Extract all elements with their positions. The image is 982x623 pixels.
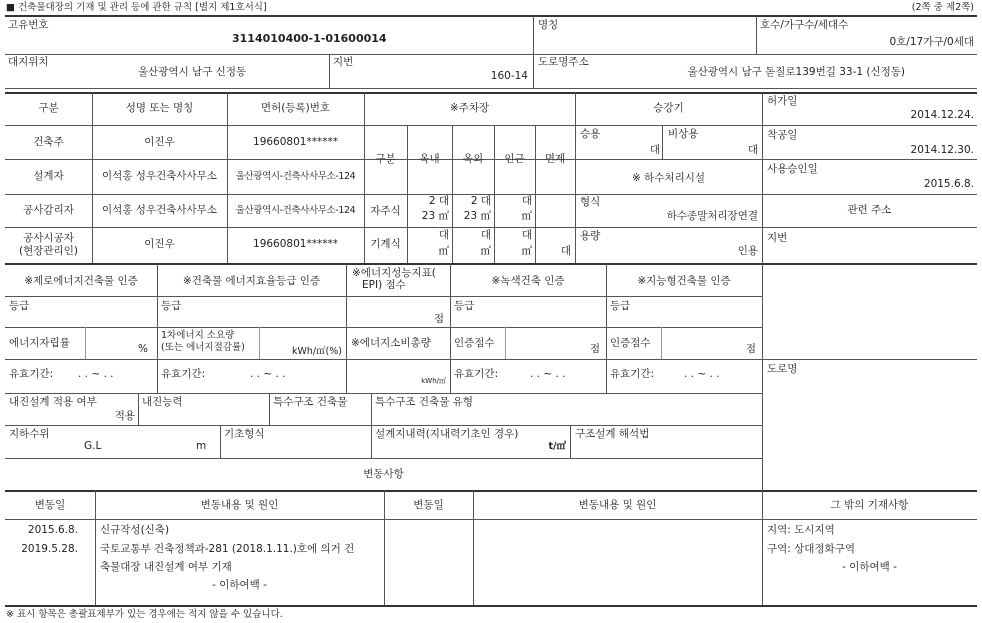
green-grade-label: 등급: [454, 300, 475, 312]
primary-energy-line2: (또는 에너지절감률): [161, 342, 245, 353]
permit-date-value: 2014.12.24.: [910, 109, 974, 121]
contractor-name: 이진우: [144, 238, 175, 250]
mech-nearby-area: ㎡: [521, 245, 532, 257]
efficiency-grade-label: 등급: [161, 300, 182, 312]
changes-title: 변동사항: [363, 468, 404, 480]
site-label: 대지위치: [8, 56, 49, 68]
self-nearby-count: 대: [521, 195, 532, 207]
energy-efficiency-cert: ※건축물 에너지효율등급 인증: [182, 275, 321, 287]
primary-energy-line1: 1차에너지 소요량: [161, 330, 235, 341]
self-indoor-area: 23 ㎡: [421, 210, 449, 222]
green-cert-score-unit: 점: [589, 343, 600, 355]
changes-col-content: 변동내용 및 원인: [200, 499, 279, 511]
approval-date-value: 2015.6.8.: [923, 178, 974, 190]
special-structure-label: 특수구조 건축물: [273, 396, 348, 408]
epi-score-line1: ※에너지성능지표(: [352, 267, 436, 279]
other-info-line1: 지역: 도시지역: [767, 524, 835, 536]
green-cert-score-label: 인증점수: [454, 337, 495, 349]
page-indicator: (2쪽 중 제2쪽): [911, 2, 974, 13]
groundwater-unit: m: [196, 440, 207, 452]
owner-name: 이진우: [144, 136, 175, 148]
groundwater-label: 지하수위: [9, 428, 50, 440]
mech-indoor-count: 대: [438, 229, 449, 241]
sewage-capacity-unit: 인용: [737, 245, 758, 257]
parking-col-exempt: 면제: [544, 153, 566, 165]
supervisor-license: 울산광역시-건축사사무소-124: [235, 205, 356, 216]
mech-nearby-count: 대: [521, 229, 532, 241]
smart-validity-value: . . ~ . .: [684, 368, 720, 380]
sewage-type-label: 형식: [580, 196, 601, 208]
smart-cert-score-unit: 점: [745, 343, 756, 355]
name-label: 명칭: [538, 19, 559, 31]
contractor-role-line1: 공사시공자: [23, 232, 74, 244]
contractor-role-line2: (현장관리인): [19, 245, 78, 257]
site-value: 울산광역시 남구 신정동: [138, 66, 247, 78]
parking-col-outdoor: 옥외: [462, 153, 484, 165]
persons-col-license: 면허(등록)번호: [260, 102, 331, 114]
epi-points-unit: 점: [433, 313, 444, 325]
parking-col-indoor: 옥내: [419, 153, 440, 165]
self-nearby-area: ㎡: [521, 210, 532, 222]
changes-col-date2: 변동일: [413, 499, 444, 511]
other-info-line2: 구역: 상대정화구역: [767, 543, 856, 555]
self-outdoor-area: 23 ㎡: [463, 210, 491, 222]
bearing-capacity-label: 설계지내력(지내력기초인 경우): [375, 428, 519, 440]
zero-energy-validity-value: . . ~ . .: [78, 368, 114, 380]
supervisor-role: 공사감리자: [23, 204, 74, 216]
exempt-unit: 대: [560, 245, 571, 257]
road-address-value: 울산광역시 남구 돋질로139번길 33-1 (신정동): [687, 66, 905, 78]
structural-analysis-label: 구조설계 해석법: [575, 428, 650, 440]
unique-no-value: 3114010400-1-01600014: [232, 32, 387, 45]
green-validity-value: . . ~ . .: [530, 368, 566, 380]
primary-energy-unit: kWh/㎡(%): [291, 346, 342, 357]
zero-energy-cert: ※제로에너지건축물 인증: [24, 275, 138, 287]
designer-license: 울산광역시-건축사사무소-124: [235, 171, 356, 182]
change-content-2-line2: 축물대장 내진설계 여부 기재: [100, 561, 232, 573]
units-label: 호수/가구수/세대수: [760, 19, 849, 31]
parking-row-self: 자주식: [370, 205, 401, 217]
parking-row-mech: 기계식: [370, 238, 401, 250]
elevator-emergency-label: 비상용: [668, 128, 699, 140]
changes-col-other: 그 밖의 기재사항: [830, 499, 909, 511]
smart-building-cert: ※지능형건축물 인증: [637, 275, 731, 287]
self-indoor-count: 2 대: [428, 195, 449, 207]
elevator-passenger-label: 승용: [580, 128, 601, 140]
persons-col-name: 성명 또는 명칭: [125, 102, 194, 114]
efficiency-validity-value: . . ~ . .: [250, 368, 286, 380]
mech-outdoor-count: 대: [480, 229, 491, 241]
designer-name: 이석홍 성우건축사사무소: [102, 170, 217, 182]
persons-col-role: 구분: [38, 102, 59, 114]
lot-label: 지번: [333, 56, 354, 68]
green-building-cert: ※녹색건축 인증: [491, 275, 565, 287]
footer-note: ※ 표시 항목은 총괄표제부가 있는 경우에는 적지 않을 수 있습니다.: [6, 609, 283, 620]
green-validity-label: 유효기간:: [454, 368, 499, 380]
mech-outdoor-area: ㎡: [480, 245, 491, 257]
owner-license: 19660801******: [253, 136, 338, 148]
smart-grade-label: 등급: [610, 300, 631, 312]
designer-role: 설계자: [33, 170, 64, 182]
permit-date-label: 허가일: [767, 95, 798, 107]
self-sufficiency-unit: %: [138, 343, 148, 355]
related-road-label: 도로명: [767, 363, 798, 375]
related-address-label: 관련 주소: [847, 204, 892, 216]
road-address-label: 도로명주소: [538, 56, 589, 68]
change-content-2-line1: 국토교통부 건축정책과-281 (2018.1.11.)호에 의거 건: [100, 543, 355, 555]
zero-energy-validity-label: 유효기간:: [9, 368, 54, 380]
seismic-design-label: 내진설계 적용 여부: [9, 396, 97, 408]
groundwater-prefix: G.L: [84, 440, 102, 452]
parking-title: ※주차장: [449, 102, 490, 114]
elevator-title: 승강기: [653, 102, 684, 114]
parking-col-type: 구분: [375, 153, 396, 165]
unique-no-label: 고유번호: [8, 19, 49, 31]
units-value: 0호/17가구/0세대: [889, 36, 974, 48]
contractor-license: 19660801******: [253, 238, 338, 250]
other-info-end: - 이하여백 -: [842, 561, 897, 573]
mech-indoor-area: ㎡: [438, 245, 449, 257]
smart-validity-label: 유효기간:: [610, 368, 655, 380]
energy-consumption-label: ※에너지소비총량: [351, 337, 431, 349]
parking-col-nearby: 인근: [504, 153, 525, 165]
seismic-design-value: 적용: [114, 410, 135, 422]
changes-col-date: 변동일: [34, 499, 66, 511]
change-content-1: 신규작성(신축): [100, 524, 170, 536]
elevator-passenger-unit: 대: [649, 144, 660, 156]
lot-value: 160-14: [490, 70, 528, 82]
zero-energy-grade-label: 등급: [9, 300, 30, 312]
related-lot-label: 지번: [767, 232, 788, 244]
bearing-capacity-unit: t/㎡: [548, 441, 566, 452]
epi-score-line2: EPI) 점수: [362, 279, 406, 291]
change-content-end: - 이하여백 -: [212, 579, 267, 591]
sewage-type-value: 하수종말처리장연결: [666, 210, 758, 222]
special-structure-type-label: 특수구조 건축물 유형: [375, 396, 473, 408]
elevator-emergency-unit: 대: [747, 144, 758, 156]
changes-col-content2: 변동내용 및 원인: [578, 499, 657, 511]
sewage-capacity-label: 용량: [580, 230, 601, 242]
start-date-value: 2014.12.30.: [910, 144, 974, 156]
change-date-2: 2019.5.28.: [21, 543, 78, 555]
foundation-label: 기초형식: [224, 428, 265, 440]
owner-role: 건축주: [33, 136, 64, 148]
seismic-capacity-label: 내진능력: [142, 396, 183, 408]
smart-cert-score-label: 인증점수: [610, 337, 651, 349]
efficiency-validity-label: 유효기간:: [161, 368, 206, 380]
approval-date-label: 사용승인일: [767, 163, 818, 175]
self-sufficiency-label: 에너지자립률: [9, 337, 70, 349]
change-date-1: 2015.6.8.: [27, 524, 78, 536]
energy-consumption-unit: kWh/㎡: [421, 377, 446, 385]
sewage-title: ※ 하수처리시설: [632, 172, 705, 184]
start-date-label: 착공일: [767, 129, 798, 141]
form-title: ■ 건축물대장의 기재 및 관리 등에 관한 규칙 [별지 제1호서식]: [6, 2, 267, 13]
supervisor-name: 이석홍 성우건축사사무소: [102, 204, 217, 216]
self-outdoor-count: 2 대: [470, 195, 491, 207]
